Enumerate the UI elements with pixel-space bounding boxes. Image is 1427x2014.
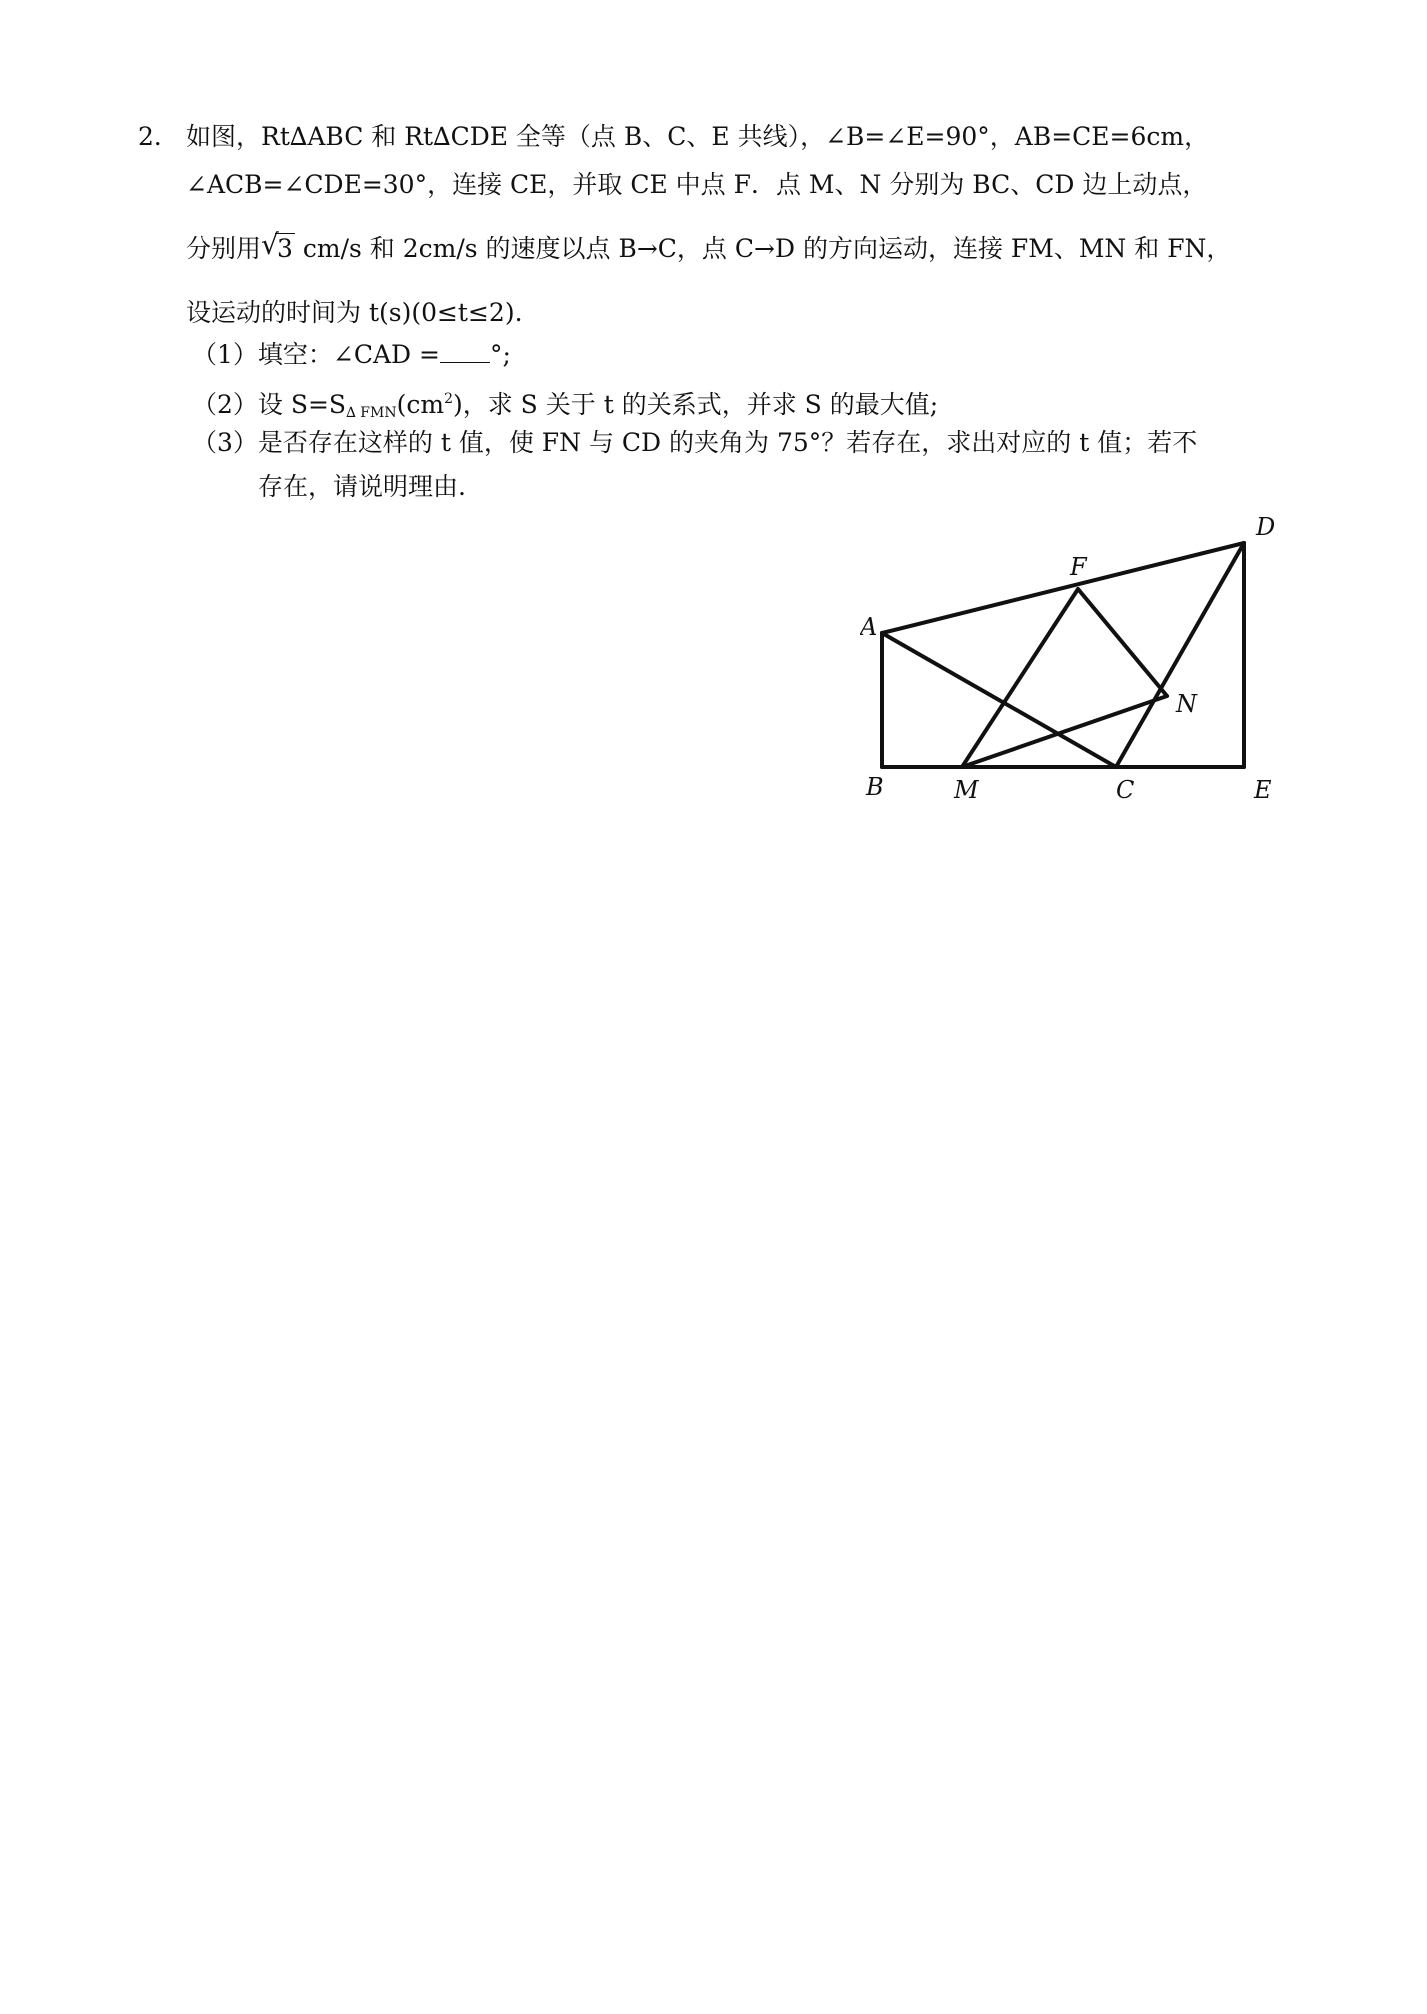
- part-3-line-1: （3）是否存在这样的 t 值，使 FN 与 CD 的夹角为 75°？若存在，求出对应的 t 值；若不: [192, 428, 1198, 457]
- line-3-prefix: 分别用: [186, 234, 262, 263]
- line-3-suffix: cm/s 和 2cm/s 的速度以点 B→C，点 C→D 的方向运动，连接 FM、MN 和 FN，: [294, 234, 1232, 263]
- part-2-prefix: （2）设 S=S: [192, 390, 347, 419]
- part-2-subscript: ∆ FMN: [346, 405, 397, 421]
- part-2-mid: (cm: [396, 390, 445, 419]
- geometry-figure: [860, 505, 1300, 825]
- segment-ad: [882, 543, 1244, 633]
- problem-line-3: [186, 228, 1232, 266]
- radicand: 3: [277, 234, 293, 263]
- label-e: E: [1254, 776, 1272, 804]
- label-a: A: [860, 613, 878, 641]
- label-b: B: [866, 773, 884, 801]
- part-3-line-2: 存在，请说明理由.: [258, 472, 466, 501]
- answer-blank: [440, 340, 490, 363]
- part-1-prefix: （1）填空：∠CAD =: [192, 340, 440, 369]
- label-c: C: [1116, 776, 1135, 804]
- part-1: [192, 338, 511, 372]
- part-2-superscript: 2: [444, 391, 453, 407]
- segment-ac: [882, 633, 1116, 767]
- label-f: F: [1070, 553, 1087, 581]
- part-2: [192, 382, 938, 430]
- problem-line-1: 如图，Rt∆ABC 和 Rt∆CDE 全等（点 B、C、E 共线），∠B=∠E=90°，AB=CE=6cm，: [186, 122, 1210, 151]
- problem-number: 2．: [138, 122, 179, 151]
- sqrt-three: [261, 228, 295, 266]
- part-2-suffix: )，求 S 关于 t 的关系式，并求 S 的最大值;: [452, 390, 939, 419]
- problem-line-2: ∠ACB=∠CDE=30°，连接 CE，并取 CE 中点 F．点 M、N 分别为 BC、CD 边上动点，: [186, 170, 1208, 199]
- radical-sign: √: [261, 228, 279, 261]
- segment-fn: [1078, 589, 1167, 696]
- problem-line-4: 设运动的时间为 t(s)(0≤t≤2).: [186, 298, 523, 327]
- label-d: D: [1256, 513, 1276, 541]
- part-1-suffix: °;: [489, 340, 511, 369]
- label-m: M: [954, 776, 979, 804]
- segment-fm: [962, 589, 1078, 767]
- label-n: N: [1176, 690, 1197, 718]
